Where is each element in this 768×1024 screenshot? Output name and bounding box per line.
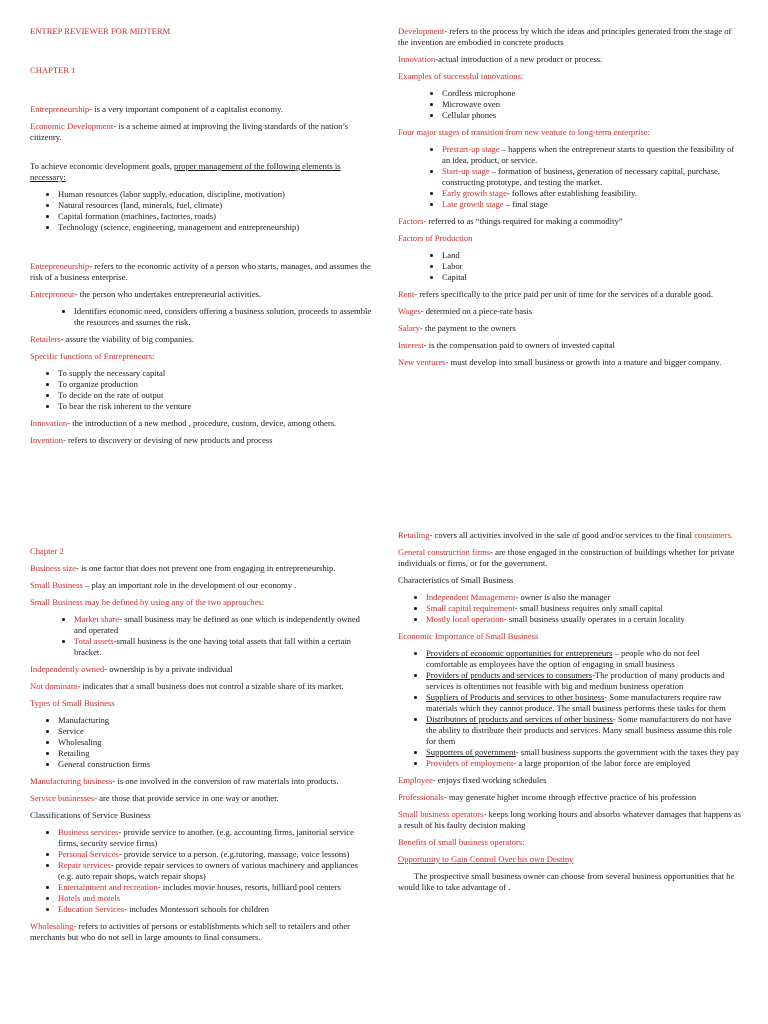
list-item — [442, 166, 742, 188]
definition — [398, 323, 742, 334]
subsection-heading: Opportunity to Gain Control Over his own Destiny — [398, 854, 574, 864]
term: Late growth stage — [442, 199, 504, 209]
def: -The production of many products and services is oftentimes not feasible with big and medium business operation — [426, 670, 725, 691]
term: Total assets — [74, 636, 114, 646]
term: Interest — [398, 340, 424, 350]
def: - a large proportion of the labor force are employed — [513, 758, 691, 768]
term: Hotels and motels — [58, 893, 121, 903]
term: Wholesaling — [30, 921, 74, 931]
term: Repair services — [58, 860, 111, 870]
definition — [30, 289, 374, 300]
doc-title: ENTREP REVIEWER FOR MIDTERM — [30, 26, 171, 36]
bullet-list — [398, 88, 742, 121]
page-top-left — [30, 26, 374, 452]
def: - determied on a piece-rate basis — [420, 306, 533, 316]
list-item — [58, 893, 374, 904]
bullet-list — [30, 368, 374, 412]
definition — [398, 289, 742, 300]
term: Retailers — [30, 334, 61, 344]
definition — [398, 26, 742, 48]
term: Retailing — [398, 530, 430, 540]
term: Market share — [74, 614, 120, 624]
term: Education Services — [58, 904, 125, 914]
list-item — [74, 614, 374, 636]
term: Independent Management — [426, 592, 516, 602]
list-item: • Manufacturing — [58, 715, 374, 726]
definition — [30, 681, 374, 692]
list-item — [442, 188, 742, 199]
list-item — [426, 603, 742, 614]
term: Providers of products and services to consumers — [426, 670, 593, 680]
page-bottom-right — [398, 530, 742, 899]
term: Rent — [398, 289, 415, 299]
list-item — [426, 692, 742, 714]
definition — [30, 418, 374, 429]
def: - provide repair services to owners of various machinery and appliances (e.g. auto repair shops, watch repair shops) — [58, 860, 358, 881]
term: Salary — [398, 323, 420, 333]
list-item — [58, 904, 374, 915]
list-item — [426, 714, 742, 747]
definition — [398, 54, 742, 65]
bullet-list — [398, 144, 742, 210]
definition — [398, 306, 742, 317]
paragraph: The prospective small business owner can choose from several business opportunities that he would like to take advantage of . — [398, 871, 735, 892]
list-item — [442, 199, 742, 210]
def: - the person who undertakes entrepreneurial activities. — [74, 289, 262, 299]
list-item — [58, 882, 374, 893]
section-heading: Types of Small Business — [30, 698, 115, 708]
def: - follows after establishing feasibility. — [506, 188, 637, 198]
section-heading: Examples of successful innovations: — [398, 71, 524, 81]
underlined-text: proper management of the following elements is necessary: — [30, 161, 341, 182]
chapter-heading: CHAPTER 1 — [30, 65, 76, 75]
term: Small Business — [30, 580, 83, 590]
term: Entrepreneurship — [30, 104, 90, 114]
def: - is the compensation paid to owners of invested capital — [423, 340, 615, 350]
page-top-right — [398, 26, 742, 374]
paragraph — [30, 161, 374, 183]
def: - small business usually operates in a certain locality — [503, 614, 685, 624]
term: Wages — [398, 306, 421, 316]
term: Entrepreneur — [30, 289, 75, 299]
term: Mostly local operation — [426, 614, 504, 624]
def: - covers all activities involved in the sale of good and/or services to the final — [429, 530, 695, 540]
term: Economic Development — [30, 121, 114, 131]
definition — [30, 580, 374, 591]
def: - owner is also the manager — [515, 592, 611, 602]
definition — [30, 334, 374, 345]
list-item: • Service — [58, 726, 374, 737]
term: Early growth stage — [442, 188, 507, 198]
def: – play an important role in the development of our economy . — [82, 580, 297, 590]
term: Not dominant — [30, 681, 78, 691]
list-item: • Cellular phones — [442, 110, 742, 121]
definition — [398, 530, 742, 541]
def: – people who do not feel comfortable as employees have the option of engaging in small business — [426, 648, 700, 669]
definition — [398, 340, 742, 351]
definition — [30, 435, 374, 446]
bullet-list — [30, 827, 374, 915]
def: - assure the viability of big companies. — [60, 334, 194, 344]
list-item: • Technology (science, engineering, management and entrepreneurship) — [58, 222, 374, 233]
term: General construction firms — [398, 547, 491, 557]
definition — [30, 793, 374, 804]
term: Distributors of products and services of other business — [426, 714, 613, 724]
def: – formation of business, generation of necessary capital, purchase, constructing prototype, and testing the market. — [442, 166, 721, 187]
definition — [30, 664, 374, 675]
term: Business services — [58, 827, 119, 837]
definition — [30, 261, 374, 283]
section-heading: Specific functions of Entrepreneurs: — [30, 351, 155, 361]
list-item: • Natural resources (land, minerals, fuel, climate) — [58, 200, 374, 211]
def: - refers specifically to the price paid per unit of time for the services of a durable good. — [414, 289, 713, 299]
def: - is a scheme aimed at improving the living standards of the nation’s citizenry. — [30, 121, 349, 142]
list-item: • Cordless microphone — [442, 88, 742, 99]
def: - the introduction of a new method , procedure, custom, device, among others. — [67, 418, 337, 428]
list-item: • Identifies economic need, considers offering a business solution, proceeds to assemble the resources and ssumes the risk. — [74, 306, 374, 328]
list-item — [74, 636, 374, 658]
def: - is one involved in the conversion of raw materials into products. — [112, 776, 339, 786]
definition — [398, 775, 742, 786]
list-item: • To decide on the rate of output — [58, 390, 374, 401]
def: - may generate higher income through effective practice of his profession — [443, 792, 697, 802]
term: Professionals — [398, 792, 444, 802]
section-heading: Characteristics of Small Business — [398, 575, 514, 585]
def: - refers to the process by which the ideas and principles generated from the stage of the invention are embodied in concrete products — [398, 26, 732, 47]
page-bottom-left — [30, 546, 374, 949]
definition — [398, 216, 742, 227]
bullet-list — [30, 306, 374, 328]
term: Start-up stage — [442, 166, 490, 176]
def: -actual introduction of a new product or process. — [435, 54, 603, 64]
definition — [398, 547, 742, 569]
list-item — [426, 670, 742, 692]
definition — [30, 776, 374, 787]
def: - keeps long working hours and absorbs whatever damages that happens as a result of his faulty decision making — [398, 809, 741, 830]
list-item — [58, 827, 374, 849]
def: - are those engaged in the construction of buildings whether for private individuals or firms, or for the government. — [398, 547, 735, 568]
list-item — [426, 648, 742, 670]
def: - small business supports the government with the taxes they pay — [515, 747, 740, 757]
term: Providers of economic opportunities for entrepreneurs — [426, 648, 613, 658]
definition — [398, 809, 742, 831]
section-heading: Four major stages of transition from new venture to long-term enterprise: — [398, 127, 651, 137]
list-item — [426, 614, 742, 625]
term: Innovation — [30, 418, 68, 428]
def: - small business may be defined as one which is independently owned and operated — [74, 614, 360, 635]
def: - are those that provide service in one way or another. — [94, 793, 279, 803]
term: Prestart-up stage — [442, 144, 500, 154]
term: Personal Services — [58, 849, 119, 859]
bullet-list — [398, 250, 742, 283]
term: Manufacturing business — [30, 776, 113, 786]
list-item — [426, 592, 742, 603]
def: - referred to as “things required for making a commodity” — [423, 216, 623, 226]
list-item — [426, 747, 742, 758]
definition — [30, 104, 374, 115]
definition — [398, 792, 742, 803]
term: Factors — [398, 216, 424, 226]
bullet-list — [30, 715, 374, 770]
list-item: • Microwave oven — [442, 99, 742, 110]
def: - Some manufacturers require raw materials which they cannot produce. The small business performs these tasks for them — [426, 692, 726, 713]
bullet-list — [30, 189, 374, 233]
def: – final stage — [503, 199, 548, 209]
def: - refers to discovery or devising of new products and process — [62, 435, 273, 445]
list-item: • To supply the necessary capital — [58, 368, 374, 379]
list-item: • Capital — [442, 272, 742, 283]
section-heading: Classifications of Service Business — [30, 810, 151, 820]
def: – happens when the entrepreneur starts to question the feasibility of an idea, product, or service. — [442, 144, 735, 165]
definition — [30, 921, 374, 943]
term: Small business operators — [398, 809, 484, 819]
term: Small capital requirement — [426, 603, 515, 613]
term-tail: consumers. — [694, 530, 734, 540]
term: Entrepreneurship — [30, 261, 90, 271]
list-item — [58, 849, 374, 860]
section-heading: Economic Importance of Small Business — [398, 631, 539, 641]
list-item: • To bear the risk inherent to the venture — [58, 401, 374, 412]
section-heading: Benefits of small business operators: — [398, 837, 525, 847]
def: -small business is the one having total assets that fall within a certain bracket. — [74, 636, 351, 657]
definition — [30, 563, 374, 574]
list-item: • Labor — [442, 261, 742, 272]
list-item: • Capital formation (machines, factories, roads) — [58, 211, 374, 222]
term: Development — [398, 26, 445, 36]
list-item — [442, 144, 742, 166]
list-item: • General construction firms — [58, 759, 374, 770]
term: Entertainment and recreation — [58, 882, 158, 892]
bullet-list — [398, 592, 742, 625]
list-item: • Retailing — [58, 748, 374, 759]
def: - Some manufacturers do not have the ability to distribute their products and services. Many small business assume this role for them — [426, 714, 732, 746]
def: - provide service to a person. (e.g.tutoring, massage, voice lessons) — [118, 849, 350, 859]
definition — [30, 121, 374, 143]
bullet-list — [398, 648, 742, 769]
def: - is a very important component of a capitalist economy. — [89, 104, 283, 114]
def: - includes Montessori schools for children — [124, 904, 269, 914]
def: - refers to the economic activity of a person who starts, manages, and assumes the risk of a business enterprise. — [30, 261, 371, 282]
list-item: • Wholesaling — [58, 737, 374, 748]
term: New ventures — [398, 357, 446, 367]
term: Employee — [398, 775, 433, 785]
text: To achieve economic development goals, — [30, 161, 175, 171]
term: Providers of employment — [426, 758, 514, 768]
term: Innovation — [398, 54, 436, 64]
def: - refers to activities of persons or establishments which sell to retailers and other merchants but who do not sell in large amounts to final consumers. — [30, 921, 351, 942]
def: - must develop into small business or growth into a mature and bigger company. — [445, 357, 722, 367]
list-item — [58, 860, 374, 882]
term: Business size — [30, 563, 77, 573]
list-item: • Human resources (labor supply, education, discipline, motivation) — [58, 189, 374, 200]
term: Service businesses — [30, 793, 95, 803]
section-heading: Factors of Production — [398, 233, 473, 243]
term: Independently owned — [30, 664, 105, 674]
definition — [398, 357, 742, 368]
list-item: • To organize production — [58, 379, 374, 390]
bullet-list — [30, 614, 374, 658]
section-heading: Small Business may be defined by using any of the two approaches: — [30, 597, 265, 607]
def: - provide service to another. (e.g. accounting firms, janitorial service firms, security service firms) — [58, 827, 354, 848]
list-item — [426, 758, 742, 769]
def: - small business requires only small capital — [514, 603, 663, 613]
term: Suppliers of Products and services to other business — [426, 692, 605, 702]
def: - ownership is by a private individual — [104, 664, 233, 674]
list-item: • Land — [442, 250, 742, 261]
def: - the payment to the owners — [419, 323, 516, 333]
term: Supporters of government — [426, 747, 516, 757]
chapter-heading: Chapter 2 — [30, 546, 64, 556]
def: - enjoys fixed working schedules — [432, 775, 547, 785]
def: - is one factor that does not prevent one from engaging in entrepreneurship. — [76, 563, 336, 573]
def: - includes movie houses, resorts, billiard pool centers — [157, 882, 341, 892]
term: Invention — [30, 435, 63, 445]
def: - indicates that a small business does not control a sizable share of its market. — [77, 681, 344, 691]
